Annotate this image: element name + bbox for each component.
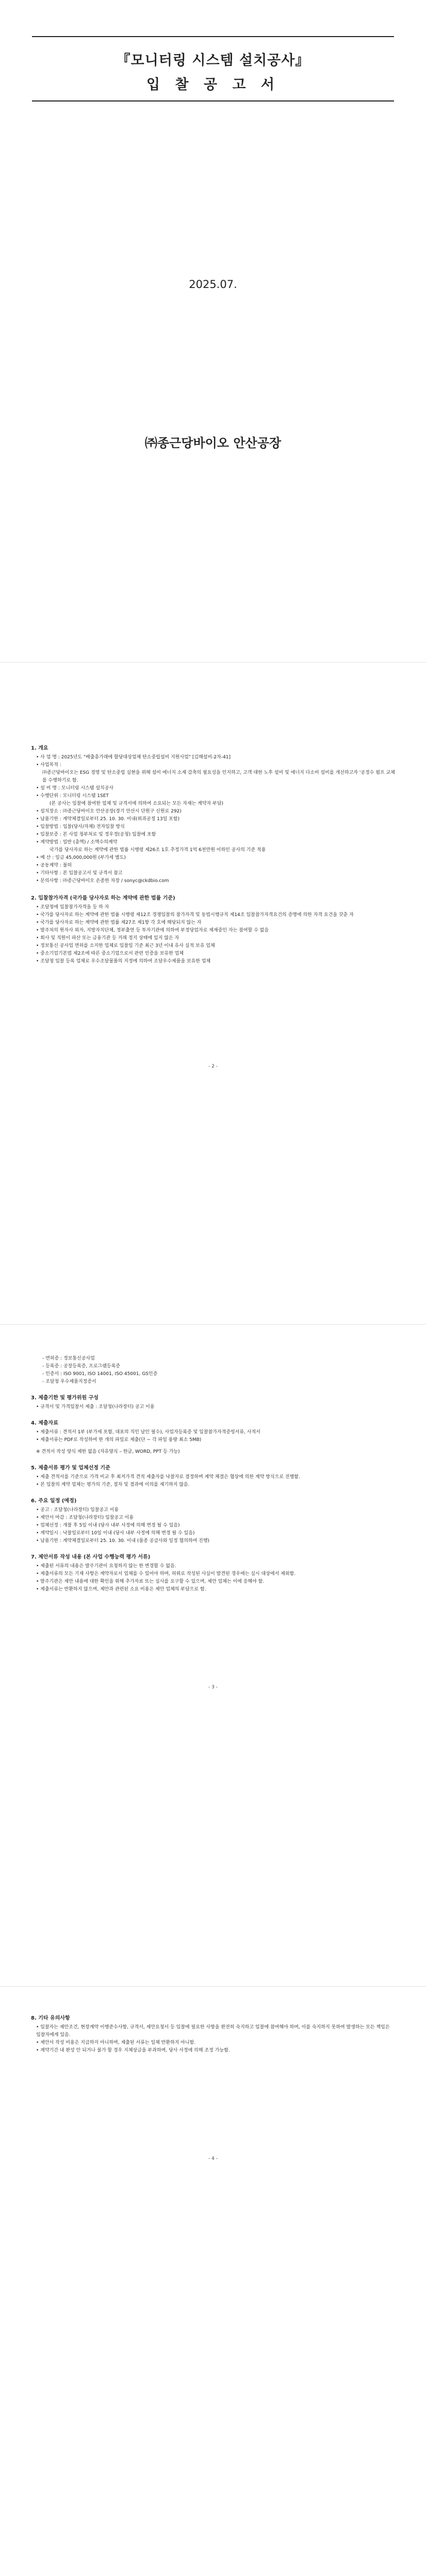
cover-title-line1: 『모니터링 시스템 설치공사』: [116, 53, 310, 69]
section-1-line: • 기타사항 : 본 입찰공고서 및 규격서 참고: [36, 871, 123, 876]
page-number: - 4 -: [208, 2156, 218, 2161]
section-1-list: [31, 754, 395, 885]
section-1-line: (본 공사는 입찰에 참여한 업체 및 규격서에 의하여 소요되는 모든 자재는 계약자 부담): [50, 801, 223, 806]
schedule-line: • 제안서 마감 : 조달청(나라장터) 입찰공고 이용: [36, 1515, 134, 1520]
section-4-line: ※ 견적서 작성 양식 제한 없음 (자유양식 – 한글, WORD, PPT 등 가능): [36, 1449, 180, 1454]
section-3-title: 3. 제출기한 및 평가위원 구성: [31, 1395, 99, 1401]
section-1-line: 국가를 당사자로 하는 계약에 관한 법률 시행령 제26조 1호 추정가격 1억 6천만원 이하인 공사의 기준 적용: [50, 848, 266, 853]
section-2-line: • 회사 및 직원이 파산 또는 금융기관 등 거래 정지 상태에 있지 않은 자: [36, 936, 179, 941]
section-1-line: • 설 비 명 : 모니터링 시스템 설치공사: [36, 786, 114, 791]
cover-bottom-rule: [32, 100, 394, 101]
section-6-title: 6. 주요 일정 (예정): [31, 1498, 77, 1504]
cover-company: ㈜종근당바이오 안산공장: [144, 436, 282, 450]
section-8-title: 8. 기타 유의사항: [31, 2015, 70, 2021]
cover-date: 2025.07.: [189, 278, 237, 291]
schedule-line: • 계약일시 : 낙찰일로부터 10일 이내 (당사 내부 사정에 의해 변경 될 수 있음): [36, 1531, 195, 1536]
section-4-line: • 제출서류 : 견적서 1부 (부가세 포함, 대표의 직인 날인 필수), 사업자등록증 및 입찰참가자격증빙서류, 사적서: [36, 1430, 260, 1435]
cover-title-line2: 입 찰 공 고 서: [146, 77, 280, 93]
section-2-line: • 조달청 입찰 등록 업체로 우수조달물품의 지정에 의하여 조달우수제품을 보유한 업체: [36, 959, 211, 964]
page-number: - 2 -: [208, 1064, 218, 1069]
section-7-title: 7. 제안서류 작성 내용 (본 사업 수행능력 평가 서류): [31, 1554, 151, 1560]
notice-page-2: [0, 662, 426, 1324]
section-2-line: • 국가를 당사자로 하는 계약에 관한 법률 시행령 제12조 경쟁입찰의 참가자격 및 동법시행규칙 제14조 입찰참가자격요건의 증명에 의한 자격 요건을 갖춘 자: [36, 912, 354, 918]
section-1-line: • 사업목적 :: [36, 762, 61, 768]
section-2-line: • 정보통신 공사업 면허를 소지한 업체로 입찰일 기준 최근 3년 이내 유사 실적 보유 업체: [36, 943, 215, 948]
section-2-line: • 조달청에 입찰참가자격을 등 하 자: [36, 905, 109, 910]
section-1-title: 1. 개요: [31, 745, 48, 751]
notice-page-3: [0, 1324, 426, 1986]
cover-page: [0, 0, 426, 662]
section-1-line: • 공동계약 : 불허: [36, 863, 72, 868]
section-7-line: • 제출서류의 모든 기재 사항은 계약자로서 업체를 수 있어야 하며, 허위로 작성된 사실이 발견된 경우에는 실시 대상에서 제외함.: [36, 1571, 296, 1577]
section-8-line: • 계약기간 내 완성 안 되거나 불가 할 경우 지체상금을 부과하며, 당사 사정에 의해 조정 가능함.: [36, 2048, 230, 2053]
section-8-line: • 제안서 작성 비용은 지급하지 아니하며, 제출된 서류는 일체 반환하지 아니함.: [36, 2040, 196, 2045]
section-5-line: • 본 입찰의 계약 업체는 평가의 기준, 절차 및 결과에 이의를 제기하지 않음.: [36, 1482, 190, 1487]
section-2-title: 2. 입찰참가자격 (국가를 당사자로 하는 계약에 관한 법률 기준): [31, 895, 175, 901]
section-5-title: 5. 제출서류 평가 및 업체선정 기준: [31, 1465, 110, 1471]
section-7-line: • 제출된 서류의 내용은 발주기관이 요청하지 않는 한 변경할 수 없음.: [36, 1564, 176, 1569]
page4-body: [31, 2009, 395, 2055]
section-1-line: • 설치장소 : ㈜종근당바이오 안산공장(경기 안산시 단원구 신원로 292): [36, 809, 182, 814]
section-8-line: • 입찰자는 제안조건, 현장계약 이행준수사항, 규격서, 제안요청서 등 입찰에 필요한 사항을 완전히 숙지하고 입찰에 참여해야 하며, 이를 숙지하지 못하여 발생하는 모든 책임은 입찰자에게 있음.: [36, 2025, 390, 2038]
section-3-line: • 규격서 및 가격입찰서 제출 : 조달청(나라장터) 공고 이용: [36, 1404, 155, 1410]
notice-page-4: [0, 1986, 426, 2576]
page-number: - 3 -: [208, 1685, 218, 1690]
certificate-list: [31, 1355, 395, 1386]
section-1-line: • 납품기한 : 계약체결일로부터 25. 10. 30. 이내(위과공정 13일 포함): [36, 817, 180, 822]
certificate-line: - 인증서 : ISO 9001, ISO 14001, ISO 45001, GS인증: [42, 1371, 158, 1377]
section-1-line: • 문의사항 : ㈜종근당바이오 손종한 차장 / sonyc@ckdbio.com: [36, 878, 169, 884]
section-1-line: • 사 업 명 : 2025년도 "배출총가래에 할당대상업체 탄소중립설비 지원사업" [김해설비-2차-41]: [36, 755, 231, 760]
cover-top-rule: [32, 36, 394, 37]
certificate-line: - 등록증 : 공장등록증, 프로그램등록증: [42, 1364, 120, 1369]
schedule-line: • 납품기한 : 계약체결일로부터 25. 10. 30. 이내 (품종 공급사와 일정 협의하여 진행): [36, 1538, 210, 1544]
page3-body: [31, 1355, 395, 1594]
section-1-line: ㈜종근당바이오는 ESG 경영 및 탄소중립 실현을 위해 설비 에너지 소재 감축의 필요성을 인지하고, 고객 대한 노후 설비 및 에너지 다소비 설비를 개선하고자 '공정수 펌프 교체를 수행하기로 함.: [42, 770, 395, 783]
section-4-line: • 제출서류는 PDF로 작성하여 한 개의 파일로 제출(단 ~ 각 파일 용량 최소 5MB): [36, 1437, 202, 1443]
section-1-line: • 입찰방법 : 입찰(당사/자체) 전자입찰 방식: [36, 824, 125, 829]
section-4-title: 4. 제출자료: [31, 1420, 58, 1426]
section-2-list: [31, 904, 395, 965]
section-7-line: • 제출서류는 반환하지 않으며, 제안과 관련된 소요 비용은 제안 업체의 부담으로 함.: [36, 1587, 206, 1592]
section-1-line: • 예 산 : 일금 45,000,000원 (부가세 별도): [36, 855, 126, 860]
schedule-line: • 공고 : 조달청(나라장터) 입찰공고 이용: [36, 1507, 119, 1513]
certificate-line: - 조달청 우수제품지정증서: [42, 1379, 96, 1384]
section-1-line: • 계약방법 : 일반 (총액) / 소액수의계약: [36, 840, 118, 845]
section-1-line: • 입찰보증 : 본 사업 청부처로 및 정우정(공청) 입찰에 포함: [36, 832, 156, 837]
section-5-line: • 제출 견적서를 기준으로 가격 비교 후 최저가격 견적 제출자를 낙찰자로 결정하며 계약 체결은 협상에 의한 계약 방식으로 진행함.: [36, 1475, 300, 1480]
section-1-line: • 수행단위 : 모니터링 시스템 1SET: [36, 793, 109, 799]
page2-body: [31, 739, 395, 965]
section-2-line: • 발주처의 원자사 외자, 지방자치단체, 정부출연 등 투자기관에 의하여 부정당업자로 제재중인 자는 참여할 수 없음: [36, 928, 269, 933]
section-7-line: • 발주기관은 제안 내용에 대한 확인을 위해 추가자료 또는 실사를 요구할 수 있으며, 제안 업체는 이에 응해야 함.: [36, 1579, 265, 1584]
schedule-line: • 업체선정 : 개찰 후 5일 이내 (당사 내부 사정에 의해 변경 될 수 있음): [36, 1523, 180, 1528]
section-2-line: • 중소기업기본법 제2조에 따른 중소기업으로서 관련 인증을 보유한 업체: [36, 951, 184, 956]
certificate-line: - 면허증 : 정보통신공사업: [42, 1356, 95, 1361]
section-2-line: • 국가를 당사자로 하는 계약에 관한 법률 제27조 제1항 각 호에 해당되지 않는 자: [36, 920, 202, 925]
